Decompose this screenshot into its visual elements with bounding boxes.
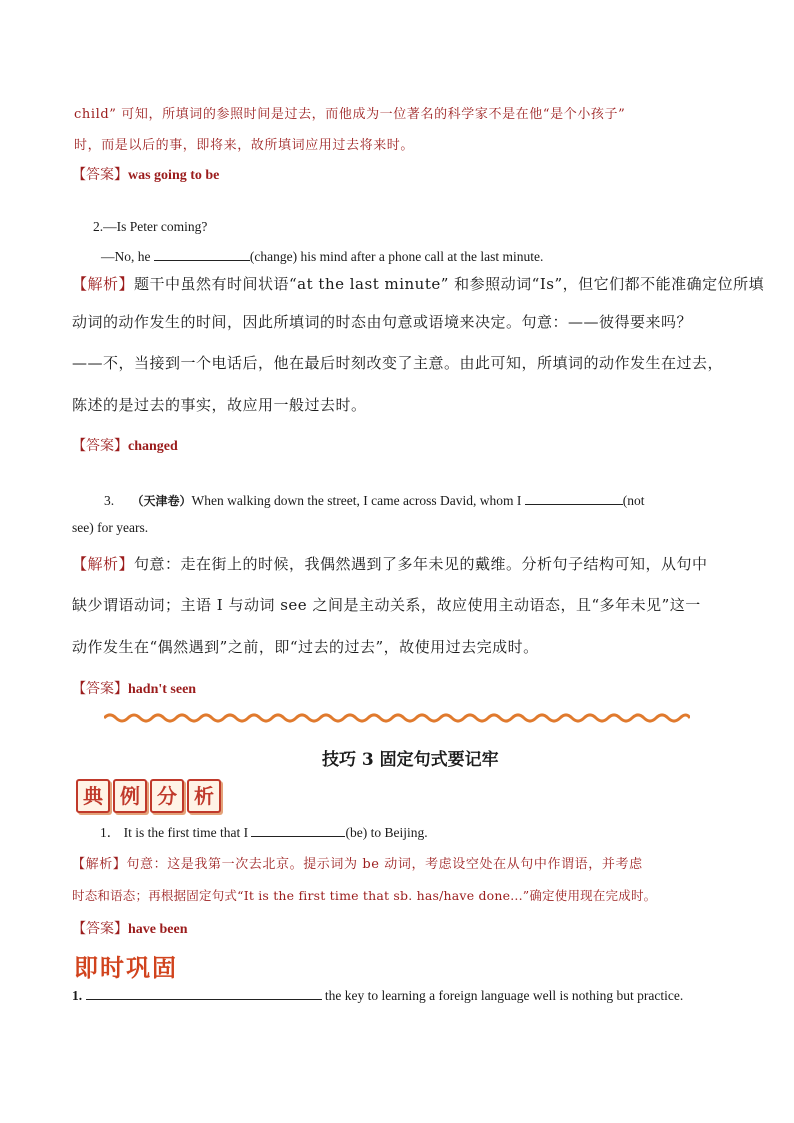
analysis-row [72, 853, 643, 872]
example-question-line [100, 821, 428, 841]
analysis-line: 动作发生在“偶然遇到”之前，即“过去的过去”，故使用过去完成时。 [72, 638, 539, 656]
analysis-tag: 【解析】 [72, 275, 135, 293]
analysis-line: 陈述的是过去的事实，故应用一般过去时。 [72, 396, 367, 414]
question-2-line: 2.—Is Peter coming? [93, 219, 208, 234]
badge-char: 析 [187, 779, 221, 813]
question-text: When walking down the street, I came across David, whom I [191, 493, 522, 508]
question-suffix: (change) his mind after a phone call at the last minute. [249, 249, 544, 264]
analysis-tag: 【解析】 [72, 555, 135, 573]
question-3-line-2: see) for years. [72, 520, 149, 535]
question-source: （天津卷） [131, 494, 192, 508]
badge-char: 分 [150, 779, 184, 813]
answer-text: have been [128, 922, 188, 937]
analysis-line: 时态和语态；再根据固定句式“It is the first time that sb. has/have done...”确定使用现在完成时。 [72, 888, 657, 903]
question-text: 1． It is the first time that I [100, 825, 249, 840]
explanation-line: child” 可知，所填词的参照时间是过去，而他成为一位著名的科学家不是在他“是个小孩子” [74, 107, 626, 122]
answer-tag: 【答案】 [72, 438, 128, 454]
answer-row [72, 918, 188, 938]
practice-title: 即时巩固 [74, 953, 178, 982]
answer-text: changed [128, 439, 178, 454]
answer-blank[interactable] [251, 823, 345, 837]
question-3-line [104, 491, 645, 509]
answer-tag: 【答案】 [72, 167, 128, 183]
answer-tag: 【答案】 [72, 681, 128, 697]
analysis-row [72, 273, 764, 294]
question-suffix: (be) to Beijing. [345, 825, 428, 840]
question-2-blank-line [101, 247, 543, 265]
example-analysis-badge [76, 779, 224, 813]
answer-blank[interactable] [154, 247, 250, 261]
answer-tag: 【答案】 [72, 921, 128, 937]
question-prefix: —No, he [101, 249, 154, 264]
analysis-text: 题干中虽然有时间状语“at the last minute” 和参照动词“Is”，但它们都不能准确定位所填 [134, 275, 765, 293]
question-number: 3. [104, 493, 115, 508]
badge-char: 例 [113, 779, 147, 813]
analysis-line: ——不，当接到一个电话后，他在最后时刻改变了主意。由此可知，所填词的动作发生在过去， [72, 354, 724, 372]
answer-text: hadn't seen [128, 682, 197, 697]
analysis-tag: 【解析】 [72, 857, 127, 872]
answer-text: was going to be [128, 168, 220, 183]
answer-row [72, 435, 178, 455]
analysis-row [72, 553, 708, 574]
answer-row [72, 164, 219, 184]
wavy-divider [104, 711, 690, 725]
analysis-line: 缺少谓语动词；主语 I 与动词 see 之间是主动关系，故应使用主动语态，且“多年未见”这一 [72, 596, 701, 614]
badge-char: 典 [76, 779, 110, 813]
analysis-text: 句意：走在街上的时候，我偶然遇到了多年未见的戴维。分析句子结构可知，从句中 [134, 555, 708, 573]
answer-row [72, 678, 196, 698]
analysis-text: 句意：这是我第一次去北京。提示词为 be 动词，考虑设空处在从句中作谓语，并考虑 [126, 857, 643, 872]
answer-blank[interactable] [86, 986, 322, 1000]
practice-question-line [72, 986, 683, 1004]
section-title: 技巧 3 固定句式要记牢 [322, 750, 499, 770]
question-text: the key to learning a foreign language well is nothing but practice. [324, 988, 684, 1003]
question-number: 1. [72, 988, 83, 1003]
explanation-line: 时，而是以后的事，即将来，故所填词应用过去将来时。 [74, 138, 415, 153]
question-suffix: (not [622, 493, 645, 508]
answer-blank[interactable] [525, 491, 623, 505]
analysis-line: 动词的动作发生的时间，因此所填词的时态由句意或语境来决定。句意：——彼得要来吗？ [72, 313, 693, 331]
